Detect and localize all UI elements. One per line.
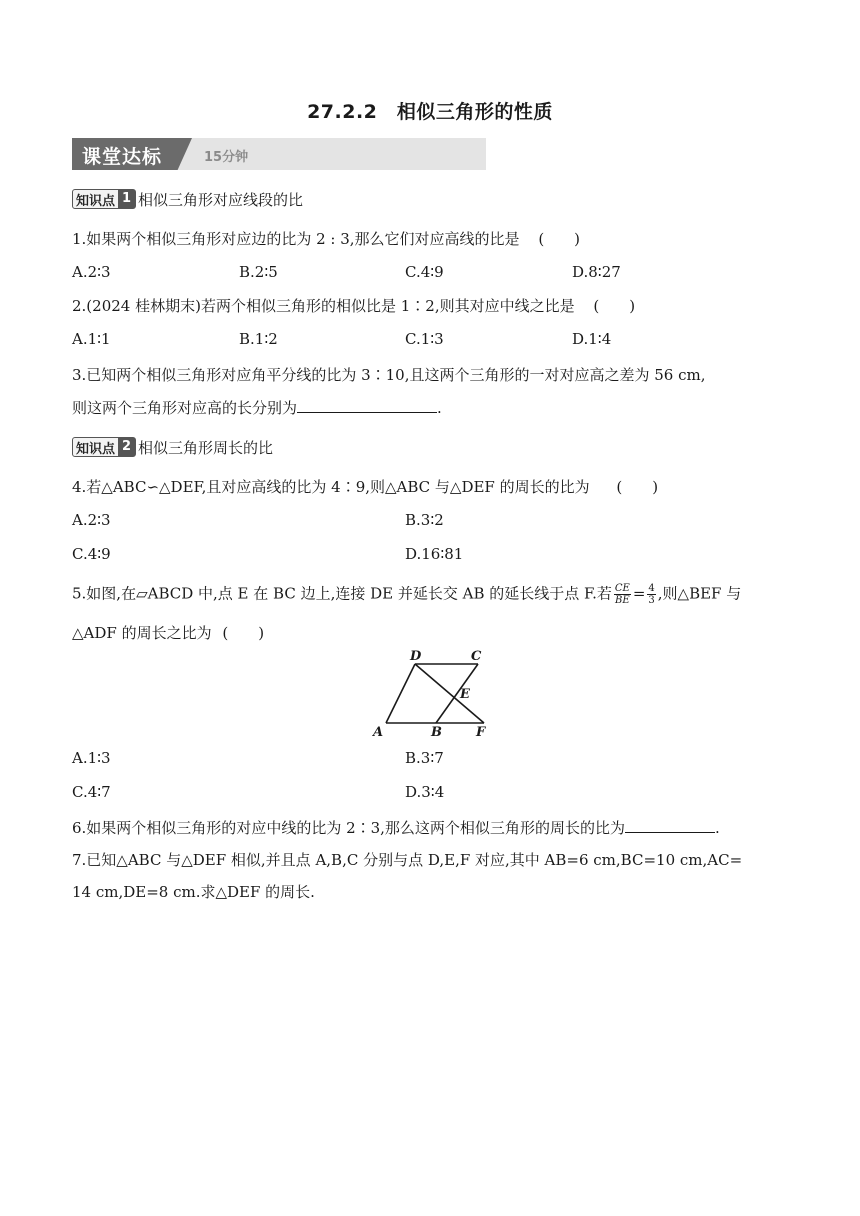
question-5-option-d: D.3∶4	[405, 783, 445, 801]
question-3-line-2: 则这两个三角形对应高的长分别为 .	[72, 396, 442, 418]
knowledge-point-tag: 知识点 2	[72, 437, 136, 457]
question-5-option-b: B.3∶7	[405, 749, 444, 767]
answer-parentheses: ( )	[222, 624, 265, 642]
parallelogram-figure	[370, 648, 495, 740]
segment-ad	[386, 664, 415, 723]
question-5-option-c: C.4∶7	[72, 783, 111, 801]
knowledge-point-title: 相似三角形周长的比	[138, 438, 274, 457]
label-e: E	[460, 687, 470, 702]
question-1-option-c: C.4∶9	[405, 263, 444, 281]
question-4-option-b: B.3∶2	[405, 511, 444, 529]
question-4-option-d: D.16∶81	[405, 545, 464, 563]
question-4-option-a: A.2∶3	[72, 511, 111, 529]
knowledge-point-2	[72, 436, 273, 458]
question-4-text: 4.若△ABC∽△DEF,且对应高线的比为 4∶9,则△ABC 与△DEF 的周长的比为	[72, 478, 590, 496]
question-4	[72, 477, 658, 497]
segment-df	[415, 664, 484, 723]
label-c: C	[471, 649, 482, 664]
question-6: 6.如果两个相似三角形的对应中线的比为 2∶3,那么这两个相似三角形的周长的比为 .	[72, 816, 720, 838]
label-f: F	[476, 725, 486, 740]
answer-parentheses: ( )	[538, 230, 581, 248]
question-5-option-a: A.1∶3	[72, 749, 111, 767]
question-3-line-1: 3.已知两个相似三角形对应角平分线的比为 3∶10,且这两个三角形的一对对应高之差为 56 cm,	[72, 366, 706, 384]
question-7-line-2: 14 cm,DE=8 cm.求△DEF 的周长.	[72, 883, 315, 901]
label-d: D	[410, 649, 422, 664]
answer-blank[interactable]	[297, 396, 437, 413]
question-6-text: 6.如果两个相似三角形的对应中线的比为 2∶3,那么这两个相似三角形的周长的比为	[72, 819, 625, 837]
question-2-option-d: D.1∶4	[572, 330, 612, 348]
question-1-option-d: D.8∶27	[572, 263, 621, 281]
knowledge-point-1	[72, 188, 303, 210]
question-1	[72, 229, 580, 249]
section-banner	[72, 138, 486, 170]
question-3-text: 则这两个三角形对应高的长分别为	[72, 399, 298, 417]
question-1-text: 1.如果两个相似三角形对应边的比为 2 : 3,那么它们对应高线的比是	[72, 230, 520, 248]
knowledge-point-number: 2	[118, 438, 135, 456]
question-4-option-c: C.4∶9	[72, 545, 111, 563]
question-5-line-1: 5.如图,在▱ABCD 中,点 E 在 BC 边上,连接 DE 并延长交 AB 的延长线于点 F.若 $\frac{CE}{BE}$ = $\frac{4}{3}$ ,则△BEF 与	[72, 583, 742, 606]
question-1-option-a: A.2∶3	[72, 263, 111, 281]
question-2-text: 2.(2024 桂林期末)若两个相似三角形的相似比是 1∶2,则其对应中线之比是	[72, 297, 575, 315]
question-1-option-b: B.2∶5	[239, 263, 278, 281]
answer-blank[interactable]	[625, 816, 715, 833]
question-2-option-b: B.1∶2	[239, 330, 278, 348]
question-7-line-1: 7.已知△ABC 与△DEF 相似,并且点 A,B,C 分别与点 D,E,F 对应,其中 AB=6 cm,BC=10 cm,AC=	[72, 851, 743, 869]
page-title: 27.2.2 相似三角形的性质	[307, 101, 553, 123]
question-5-line-2: △ADF 的周长之比为 ( )	[72, 624, 265, 642]
question-2	[72, 296, 635, 316]
section-time: 15分钟	[204, 150, 249, 165]
answer-parentheses: ( )	[616, 478, 659, 496]
label-a: A	[373, 725, 384, 740]
knowledge-point-title: 相似三角形对应线段的比	[138, 190, 304, 209]
knowledge-point-number: 1	[118, 190, 135, 208]
segment-cb	[436, 664, 478, 723]
question-2-option-c: C.1∶3	[405, 330, 444, 348]
fraction-ce-over-be: $\frac{CE}{BE}$	[614, 583, 630, 606]
label-b: B	[431, 725, 442, 740]
fraction-four-thirds: $\frac{4}{3}$	[648, 583, 655, 606]
answer-parentheses: ( )	[593, 297, 636, 315]
knowledge-point-tag: 知识点 1	[72, 189, 136, 209]
section-label: 课堂达标	[82, 146, 163, 168]
question-2-option-a: A.1∶1	[72, 330, 111, 348]
